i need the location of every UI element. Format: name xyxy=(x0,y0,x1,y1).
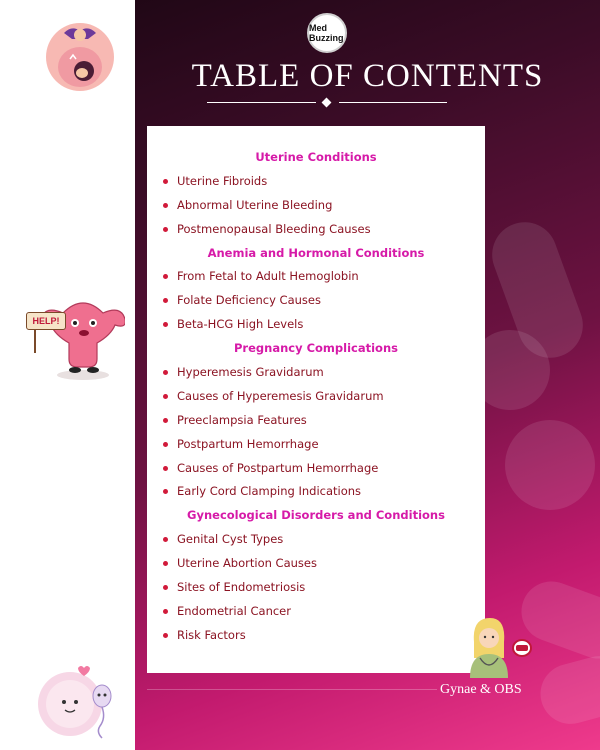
contents-card xyxy=(147,126,485,673)
egg-sperm-icon xyxy=(30,658,130,743)
toc-item[interactable]: From Fetal to Adult Hemoglobin xyxy=(177,269,359,283)
toc-item[interactable]: Risk Factors xyxy=(177,628,246,642)
toc-item[interactable]: Causes of Hyperemesis Gravidarum xyxy=(177,389,384,403)
section-title: Anemia and Hormonal Conditions xyxy=(207,246,425,260)
toc-item[interactable]: Sites of Endometriosis xyxy=(177,580,306,594)
toc-item[interactable]: Postmenopausal Bleeding Causes xyxy=(177,222,371,236)
pregnant-woman-icon xyxy=(40,15,120,100)
title-divider-left xyxy=(207,102,316,103)
toc-item[interactable]: Postpartum Hemorrhage xyxy=(177,437,319,451)
tablet-shape xyxy=(505,420,595,510)
section-title: Uterine Conditions xyxy=(255,150,377,164)
toc-item[interactable]: Uterine Abortion Causes xyxy=(177,556,317,570)
section-title: Gynecological Disorders and Conditions xyxy=(187,508,445,522)
title-diamond-icon xyxy=(322,98,332,108)
title-divider-right xyxy=(339,102,447,103)
left-strip xyxy=(0,0,135,750)
toc-item[interactable]: Hyperemesis Gravidarum xyxy=(177,365,324,379)
toc-item[interactable]: Preeclampsia Features xyxy=(177,413,307,427)
brand-logo xyxy=(307,13,347,53)
toc-item[interactable]: Early Cord Clamping Indications xyxy=(177,484,362,498)
page-title: TABLE OF CONTENTS xyxy=(191,58,544,94)
footer-divider xyxy=(147,689,437,690)
toc-item[interactable]: Genital Cyst Types xyxy=(177,532,284,546)
brand-logo-text: Med Buzzing xyxy=(309,23,344,43)
toc-item[interactable]: Abnormal Uterine Bleeding xyxy=(177,198,333,212)
toc-item[interactable]: Causes of Postpartum Hemorrhage xyxy=(177,461,379,475)
help-sign xyxy=(26,312,66,330)
section-title: Pregnancy Complications xyxy=(234,341,398,355)
pill-shape xyxy=(534,649,600,730)
uterus-mascot-icon xyxy=(25,295,125,385)
doctor-icon xyxy=(462,612,532,682)
help-sign-text: HELP! xyxy=(32,316,60,326)
toc-item[interactable]: Folate Deficiency Causes xyxy=(177,293,321,307)
toc-item[interactable]: Beta-HCG High Levels xyxy=(177,317,304,331)
toc-item[interactable]: Endometrial Cancer xyxy=(177,604,291,618)
toc-item[interactable]: Uterine Fibroids xyxy=(177,174,268,188)
footer-label: Gynae & OBS xyxy=(440,682,522,697)
